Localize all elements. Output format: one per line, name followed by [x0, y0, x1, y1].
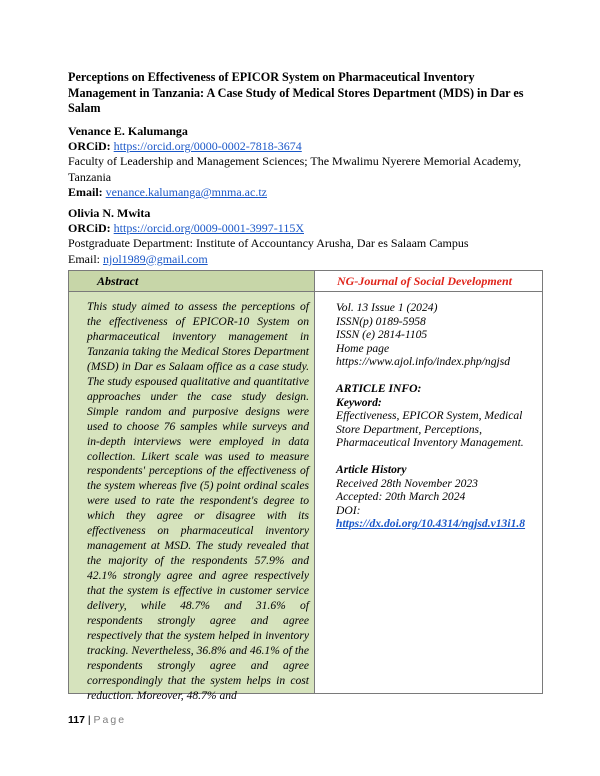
- home-page-label: Home page: [336, 341, 390, 355]
- abstract-heading: Abstract: [97, 274, 139, 288]
- author-email-2: [68, 252, 538, 267]
- keywords: Effectiveness, EPICOR System, Medical Store Department, Perceptions, Pharmaceutical Inventory Management.: [336, 409, 524, 450]
- affiliation-1: Faculty of Leadership and Management Sciences; The Mwalimu Nyerere Memorial Academy,: [68, 154, 522, 169]
- author-block-2: [68, 206, 538, 267]
- author-name-2: Olivia N. Mwita: [68, 206, 151, 220]
- author-block-1: [68, 124, 538, 200]
- orcid-label: ORCiD:: [68, 221, 111, 236]
- keyword-label: Keyword:: [336, 395, 382, 409]
- author-email-1: [68, 185, 538, 200]
- volume-issue: Vol. 13 Issue 1 (2024): [336, 301, 438, 314]
- orcid-link-2[interactable]: https://orcid.org/0009-0001-3997-115X: [113, 221, 304, 236]
- abstract-text: This study aimed to assess the perceptions of the effectiveness of EPICOR-10 System on pharmaceutical inventory management in Tanzania taking the Medical Stores Department (MSD) in Dar es Salaam office as a case study. The study espoused qualitative and quantitative approaches under the case study design. Simple random and purposive designs were used to choose 76 samples while surveys and in-depth interviews were employed in data collection. Likert scale was used to measure respondents' perceptions of the effectiveness of the system whereas five (5) point ordinal scales were used to rate the respondent's degree to which they agree or disagree with its effectiveness on pharmaceutical inventory management at MSD. The study revealed that the majority of the respondents 57.9% and 42.1% strongly agree and agree respectively that the system is effective in customer service delivery, while 48.7% and 31.6% of respondents strongly agree and agree respectively that the system helped in inventory tracking. Nevertheless, 36.8% and 46.1% of the respondents strongly agree and agree correspondingly that the system helps in cost reduction. Moreover, 48.7% and: [87, 300, 309, 702]
- email-link-1[interactable]: venance.kalumanga@mnma.ac.tz: [105, 184, 267, 199]
- article-info-heading: ARTICLE INFO:: [336, 381, 422, 395]
- issn-print: ISSN(p) 0189-5958: [336, 314, 426, 328]
- email-label: Email:: [68, 184, 103, 199]
- issn-electronic: ISSN (e) 2814-1105: [336, 328, 428, 342]
- doi-label: DOI:: [336, 503, 361, 517]
- received-date: Received 28th November 2023: [336, 476, 478, 490]
- journal-name: NG-Journal of Social Development: [337, 274, 512, 288]
- orcid-label: ORCiD:: [68, 139, 111, 154]
- abstract-header: [69, 271, 315, 292]
- orcid-link-1[interactable]: https://orcid.org/0000-0002-7818-3674: [113, 139, 302, 154]
- journal-header: [315, 271, 542, 292]
- affiliation-1-country: Tanzania: [68, 169, 112, 184]
- page-number: 117: [68, 714, 85, 726]
- page-label: Page: [93, 714, 127, 726]
- article-history-label: Article History: [336, 462, 407, 476]
- author-orcid-1: [68, 139, 538, 154]
- doi-link[interactable]: https://dx.doi.org/10.4314/ngjsd.v13i1.8: [336, 517, 526, 531]
- abstract-panel: [69, 292, 315, 702]
- page-footer: [68, 714, 126, 726]
- author-orcid-2: [68, 221, 538, 236]
- author-name-1: Venance E. Kalumanga: [68, 124, 188, 138]
- home-page-url[interactable]: https://www.ajol.info/index.php/ngjsd: [336, 355, 511, 369]
- article-title: Perceptions on Effectiveness of EPICOR System on Pharmaceutical Inventory Management in Tanzania: A Case Study of Medical Stores Department (MDS) in Dar es Salam: [68, 70, 524, 115]
- affiliation-2: Postgraduate Department: Institute of Accountancy Arusha, Dar es Salaam Campus: [68, 236, 469, 251]
- article-info-column: [336, 301, 536, 531]
- email-link-2[interactable]: njol1989@gmail.com: [103, 251, 208, 266]
- accepted-date: Accepted: 20th March 2024: [336, 490, 466, 504]
- email-label: Email:: [68, 251, 100, 266]
- footer-separator: |: [87, 714, 91, 726]
